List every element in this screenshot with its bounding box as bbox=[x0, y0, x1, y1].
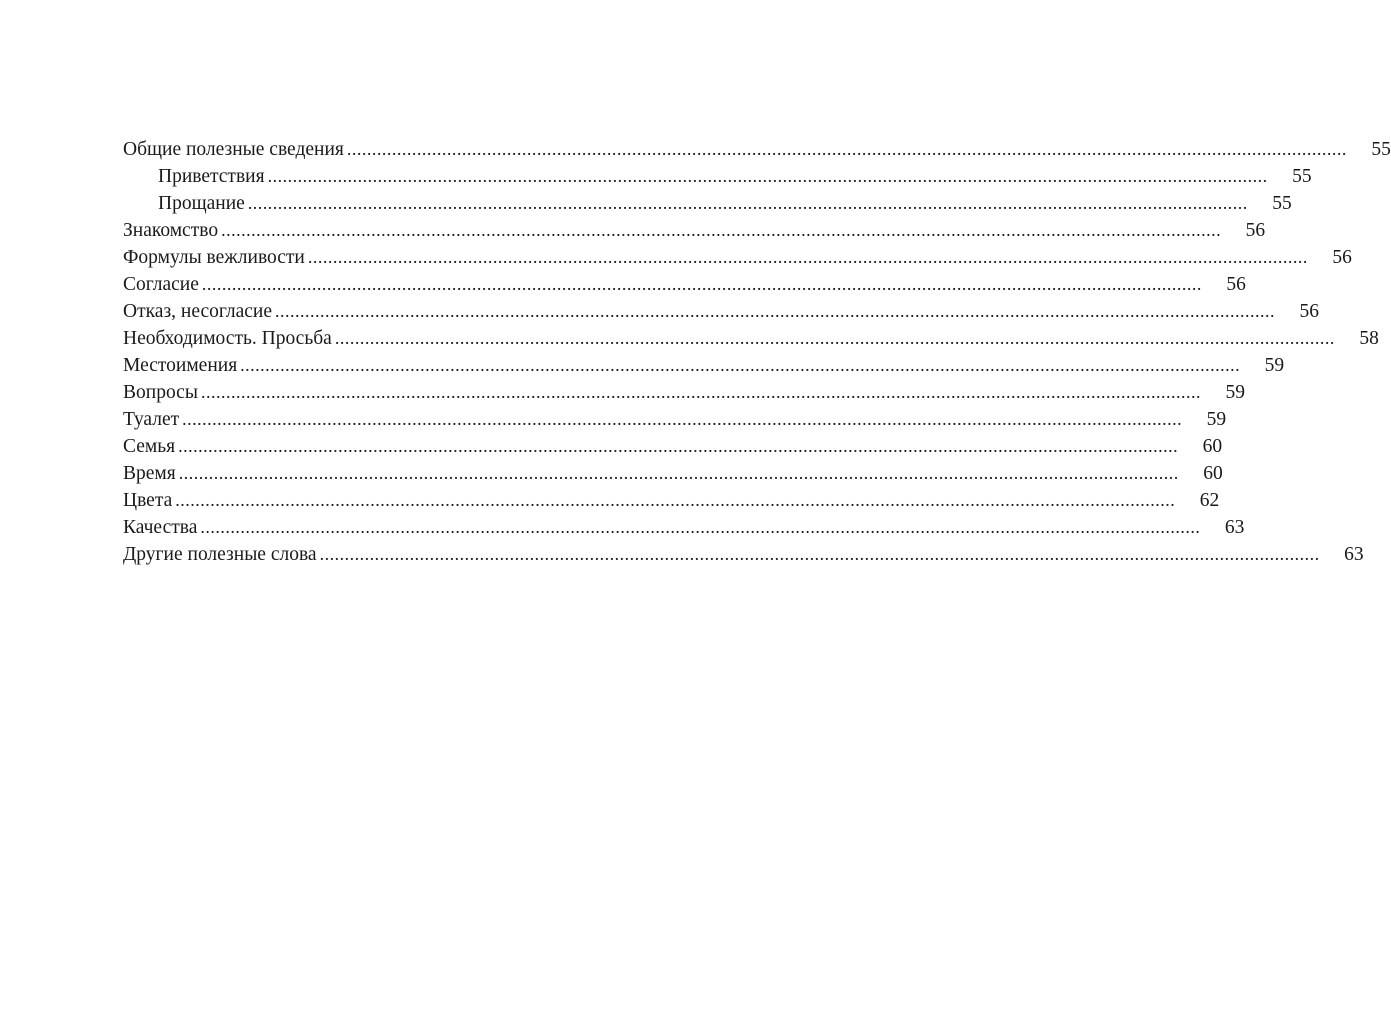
toc-dot-leader: ........................................................................................................................................................................................................ bbox=[182, 409, 1183, 429]
toc-entry-page: 60 bbox=[1202, 436, 1223, 457]
toc-entry bbox=[123, 298, 1320, 325]
toc-entry-page: 59 bbox=[1264, 355, 1285, 376]
toc-entry-page: 59 bbox=[1225, 382, 1245, 403]
toc-entry-title: Отказ, несогласие bbox=[123, 301, 273, 322]
toc-entry-title: Согласие bbox=[123, 274, 199, 295]
toc-entry-page: 60 bbox=[1203, 463, 1223, 484]
toc-entry-title: Другие полезные слова bbox=[123, 544, 317, 565]
toc-entry-title: Необходимость. Просьба bbox=[123, 328, 332, 349]
toc-entry bbox=[123, 514, 1245, 541]
toc-entry bbox=[123, 352, 1285, 379]
toc-entry bbox=[123, 433, 1223, 460]
toc-dot-leader: ........................................................................................................................................................................................................ bbox=[267, 166, 1268, 186]
toc-dot-leader: ........................................................................................................................................................................................................ bbox=[319, 544, 1320, 564]
toc-dot-leader: ........................................................................................................................................................................................................ bbox=[221, 220, 1222, 240]
toc-dot-leader: ........................................................................................................................................................................................................ bbox=[178, 436, 1179, 456]
toc-dot-leader: ........................................................................................................................................................................................................ bbox=[275, 301, 1276, 321]
toc-entry bbox=[123, 190, 1292, 217]
toc-entry-title: Формулы вежливости bbox=[123, 247, 305, 268]
toc-dot-leader: ........................................................................................................................................................................................................ bbox=[346, 139, 1347, 159]
toc-entry-page: 63 bbox=[1344, 544, 1364, 565]
toc-entry-title: Цвета bbox=[123, 490, 173, 511]
toc-entry-page: 63 bbox=[1224, 517, 1245, 538]
toc-entry bbox=[123, 325, 1379, 352]
toc-entry bbox=[123, 271, 1246, 298]
toc-entry bbox=[123, 406, 1227, 433]
toc-dot-leader: ........................................................................................................................................................................................................ bbox=[247, 193, 1248, 213]
toc-entry bbox=[123, 487, 1220, 514]
toc-dot-leader: ........................................................................................................................................................................................................ bbox=[200, 382, 1201, 402]
toc-entry bbox=[123, 244, 1352, 271]
toc-entry-title: Местоимения bbox=[123, 355, 238, 376]
toc-entry-page: 56 bbox=[1332, 247, 1352, 268]
toc-entry-page: 55 bbox=[1371, 139, 1391, 160]
toc-entry-title: Туалет bbox=[123, 409, 180, 430]
toc-dot-leader: ........................................................................................................................................................................................................ bbox=[240, 355, 1241, 375]
toc-entry-title: Качества bbox=[123, 517, 198, 538]
toc-entry-page: 55 bbox=[1272, 193, 1292, 214]
toc-dot-leader: ........................................................................................................................................................................................................ bbox=[201, 274, 1202, 294]
toc-entry-title: Время bbox=[123, 463, 176, 484]
toc-entry-title: Семья bbox=[123, 436, 176, 457]
toc-entry-page: 56 bbox=[1299, 301, 1320, 322]
table-of-contents bbox=[123, 136, 1391, 568]
toc-dot-leader: ........................................................................................................................................................................................................ bbox=[307, 247, 1308, 267]
toc-dot-leader: ........................................................................................................................................................................................................ bbox=[175, 490, 1176, 510]
toc-entry bbox=[123, 460, 1223, 487]
toc-entry-title: Знакомство bbox=[123, 220, 219, 241]
toc-dot-leader: ........................................................................................................................................................................................................ bbox=[178, 463, 1179, 483]
toc-dot-leader: ........................................................................................................................................................................................................ bbox=[200, 517, 1201, 537]
toc-entry bbox=[123, 541, 1364, 568]
toc-entry-title: Приветствия bbox=[158, 166, 265, 187]
toc-dot-leader: ........................................................................................................................................................................................................ bbox=[334, 328, 1335, 348]
toc-entry bbox=[123, 136, 1391, 163]
toc-entry-page: 55 bbox=[1292, 166, 1312, 187]
toc-entry-page: 56 bbox=[1226, 274, 1246, 295]
toc-entry bbox=[123, 163, 1312, 190]
toc-entry-title: Прощание bbox=[158, 193, 245, 214]
toc-entry-page: 58 bbox=[1359, 328, 1379, 349]
toc-entry-page: 56 bbox=[1245, 220, 1266, 241]
toc-entry bbox=[123, 379, 1245, 406]
toc-entry-title: Вопросы bbox=[123, 382, 198, 403]
toc-entry-page: 62 bbox=[1199, 490, 1220, 511]
toc-entry-title: Общие полезные сведения bbox=[123, 139, 344, 160]
toc-entry-page: 59 bbox=[1206, 409, 1227, 430]
toc-entry bbox=[123, 217, 1266, 244]
